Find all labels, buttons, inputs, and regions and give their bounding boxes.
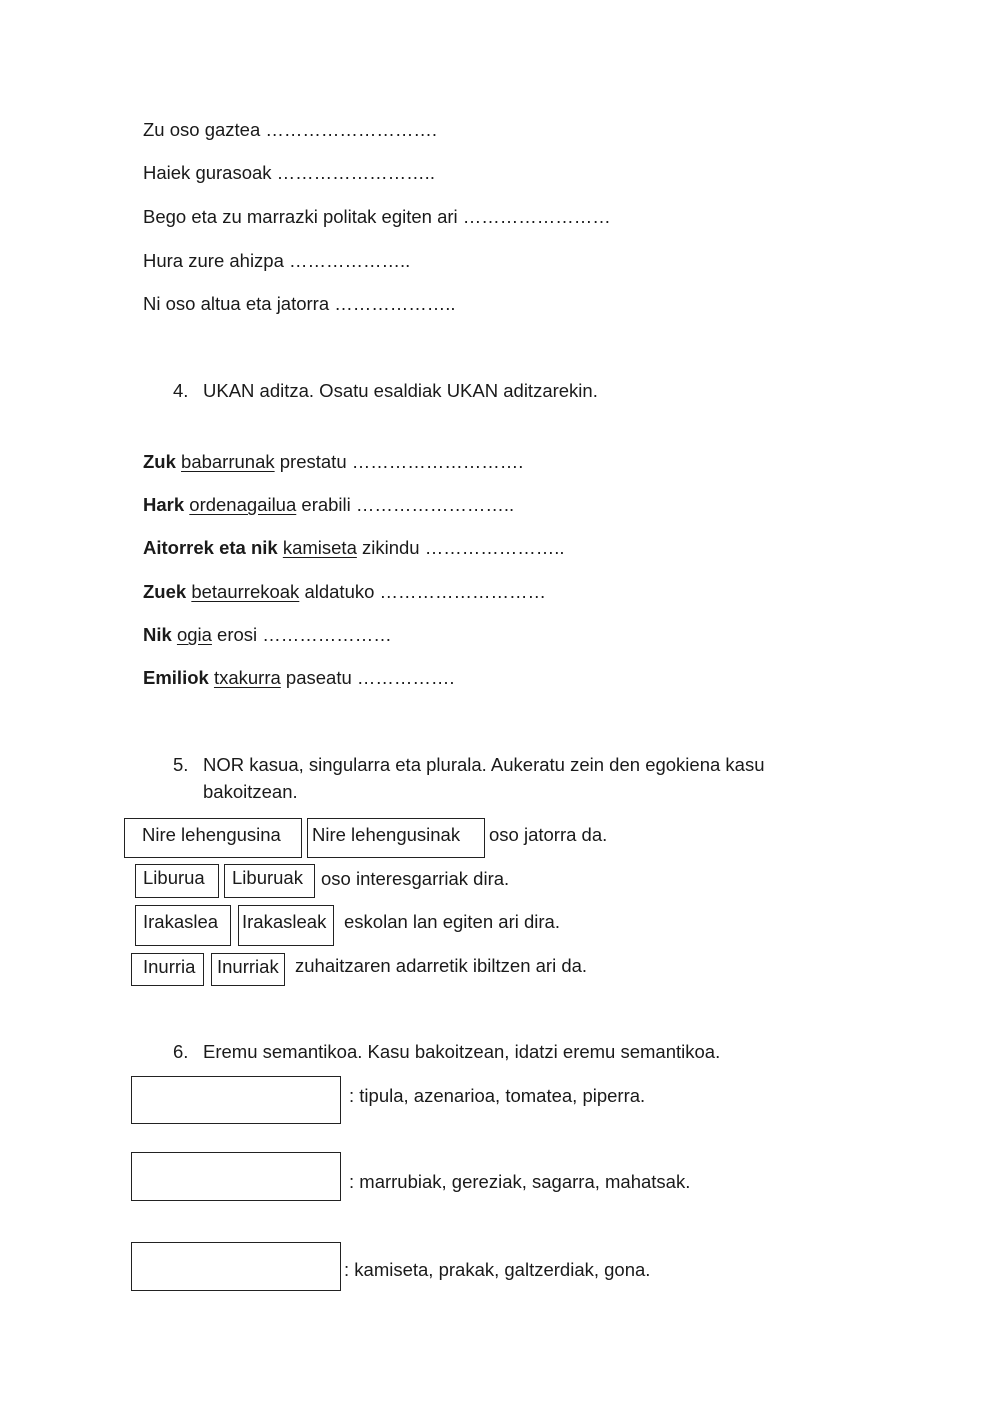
exercise-5-title-cont: bakoitzean.	[203, 781, 298, 802]
sentence-1: Zu oso gaztea ……………………….	[143, 119, 438, 140]
choice-singular-option[interactable]: Inurria	[131, 953, 204, 986]
ukan-object: kamiseta	[282, 537, 357, 558]
ukan-rest: erabili ……………………..	[296, 494, 515, 515]
ukan-subject: Aitorrek eta nik	[143, 537, 278, 558]
sentence-4: Hura zure ahizpa ………………..	[143, 250, 411, 271]
exercise-5-heading	[173, 754, 765, 776]
ukan-item	[143, 581, 546, 603]
ukan-rest: erosi …………………	[211, 624, 392, 645]
exercise-6-number: 6.	[173, 1041, 189, 1062]
semantic-word-list: : marrubiak, gereziak, sagarra, mahatsak.	[349, 1171, 691, 1192]
semantic-word-list: : tipula, azenarioa, tomatea, piperra.	[349, 1085, 646, 1106]
ukan-item	[143, 667, 455, 689]
ukan-subject: Hark	[143, 494, 185, 515]
choice-sentence-rest: eskolan lan egiten ari dira.	[344, 911, 560, 932]
choice-singular-option[interactable]: Irakaslea	[135, 905, 231, 946]
choice-plural-option[interactable]: Inurriak	[211, 953, 285, 986]
ukan-item	[143, 494, 514, 516]
ukan-item	[143, 451, 523, 473]
exercise-6-title: Eremu semantikoa. Kasu bakoitzean, idatzi eremu semantikoa.	[203, 1041, 721, 1062]
ukan-object: ordenagailua	[189, 494, 297, 515]
exercise-4-heading	[173, 380, 598, 402]
sentence-3: Bego eta zu marrazki politak egiten ari ……………………	[143, 206, 611, 227]
ukan-rest: zikindu …………………..	[356, 537, 565, 558]
exercise-5-title: NOR kasua, singularra eta plurala. Aukeratu zein den egokiena kasu	[203, 754, 765, 775]
choice-singular-option[interactable]: Nire lehengusina	[124, 818, 302, 858]
ukan-object: txakurra	[213, 667, 281, 688]
ukan-subject: Emiliok	[143, 667, 209, 688]
exercise-6-heading	[173, 1041, 720, 1063]
semantic-field-input[interactable]	[131, 1152, 341, 1201]
choice-plural-option[interactable]: Liburuak	[224, 864, 315, 898]
ukan-item	[143, 624, 392, 646]
choice-plural-option[interactable]: Irakasleak	[238, 905, 334, 946]
semantic-field-input[interactable]	[131, 1242, 341, 1291]
exercise-4-title: UKAN aditza. Osatu esaldiak UKAN aditzarekin.	[203, 380, 598, 401]
choice-sentence-rest: oso interesgarriak dira.	[321, 868, 510, 889]
choice-singular-option[interactable]: Liburua	[135, 864, 219, 898]
semantic-field-input[interactable]	[131, 1076, 341, 1124]
ukan-rest: aldatuko ………………………	[299, 581, 547, 602]
ukan-subject: Nik	[143, 624, 172, 645]
ukan-object: ogia	[176, 624, 212, 645]
ukan-rest: prestatu ……………………….	[274, 451, 524, 472]
sentence-5: Ni oso altua eta jatorra ………………..	[143, 293, 456, 314]
ukan-subject: Zuk	[143, 451, 176, 472]
exercise-4-number: 4.	[173, 380, 189, 401]
exercise-5-number: 5.	[173, 754, 189, 775]
semantic-word-list: : kamiseta, prakak, galtzerdiak, gona.	[344, 1259, 651, 1280]
ukan-item	[143, 537, 565, 559]
choice-sentence-rest: zuhaitzaren adarretik ibiltzen ari da.	[295, 955, 588, 976]
ukan-object: betaurrekoak	[191, 581, 300, 602]
ukan-subject: Zuek	[143, 581, 187, 602]
ukan-object: babarrunak	[181, 451, 275, 472]
choice-sentence-rest: oso jatorra da.	[489, 824, 608, 845]
choice-plural-option[interactable]: Nire lehengusinak	[307, 818, 485, 858]
ukan-rest: paseatu …………….	[280, 667, 455, 688]
sentence-2: Haiek gurasoak ……………………..	[143, 162, 435, 183]
